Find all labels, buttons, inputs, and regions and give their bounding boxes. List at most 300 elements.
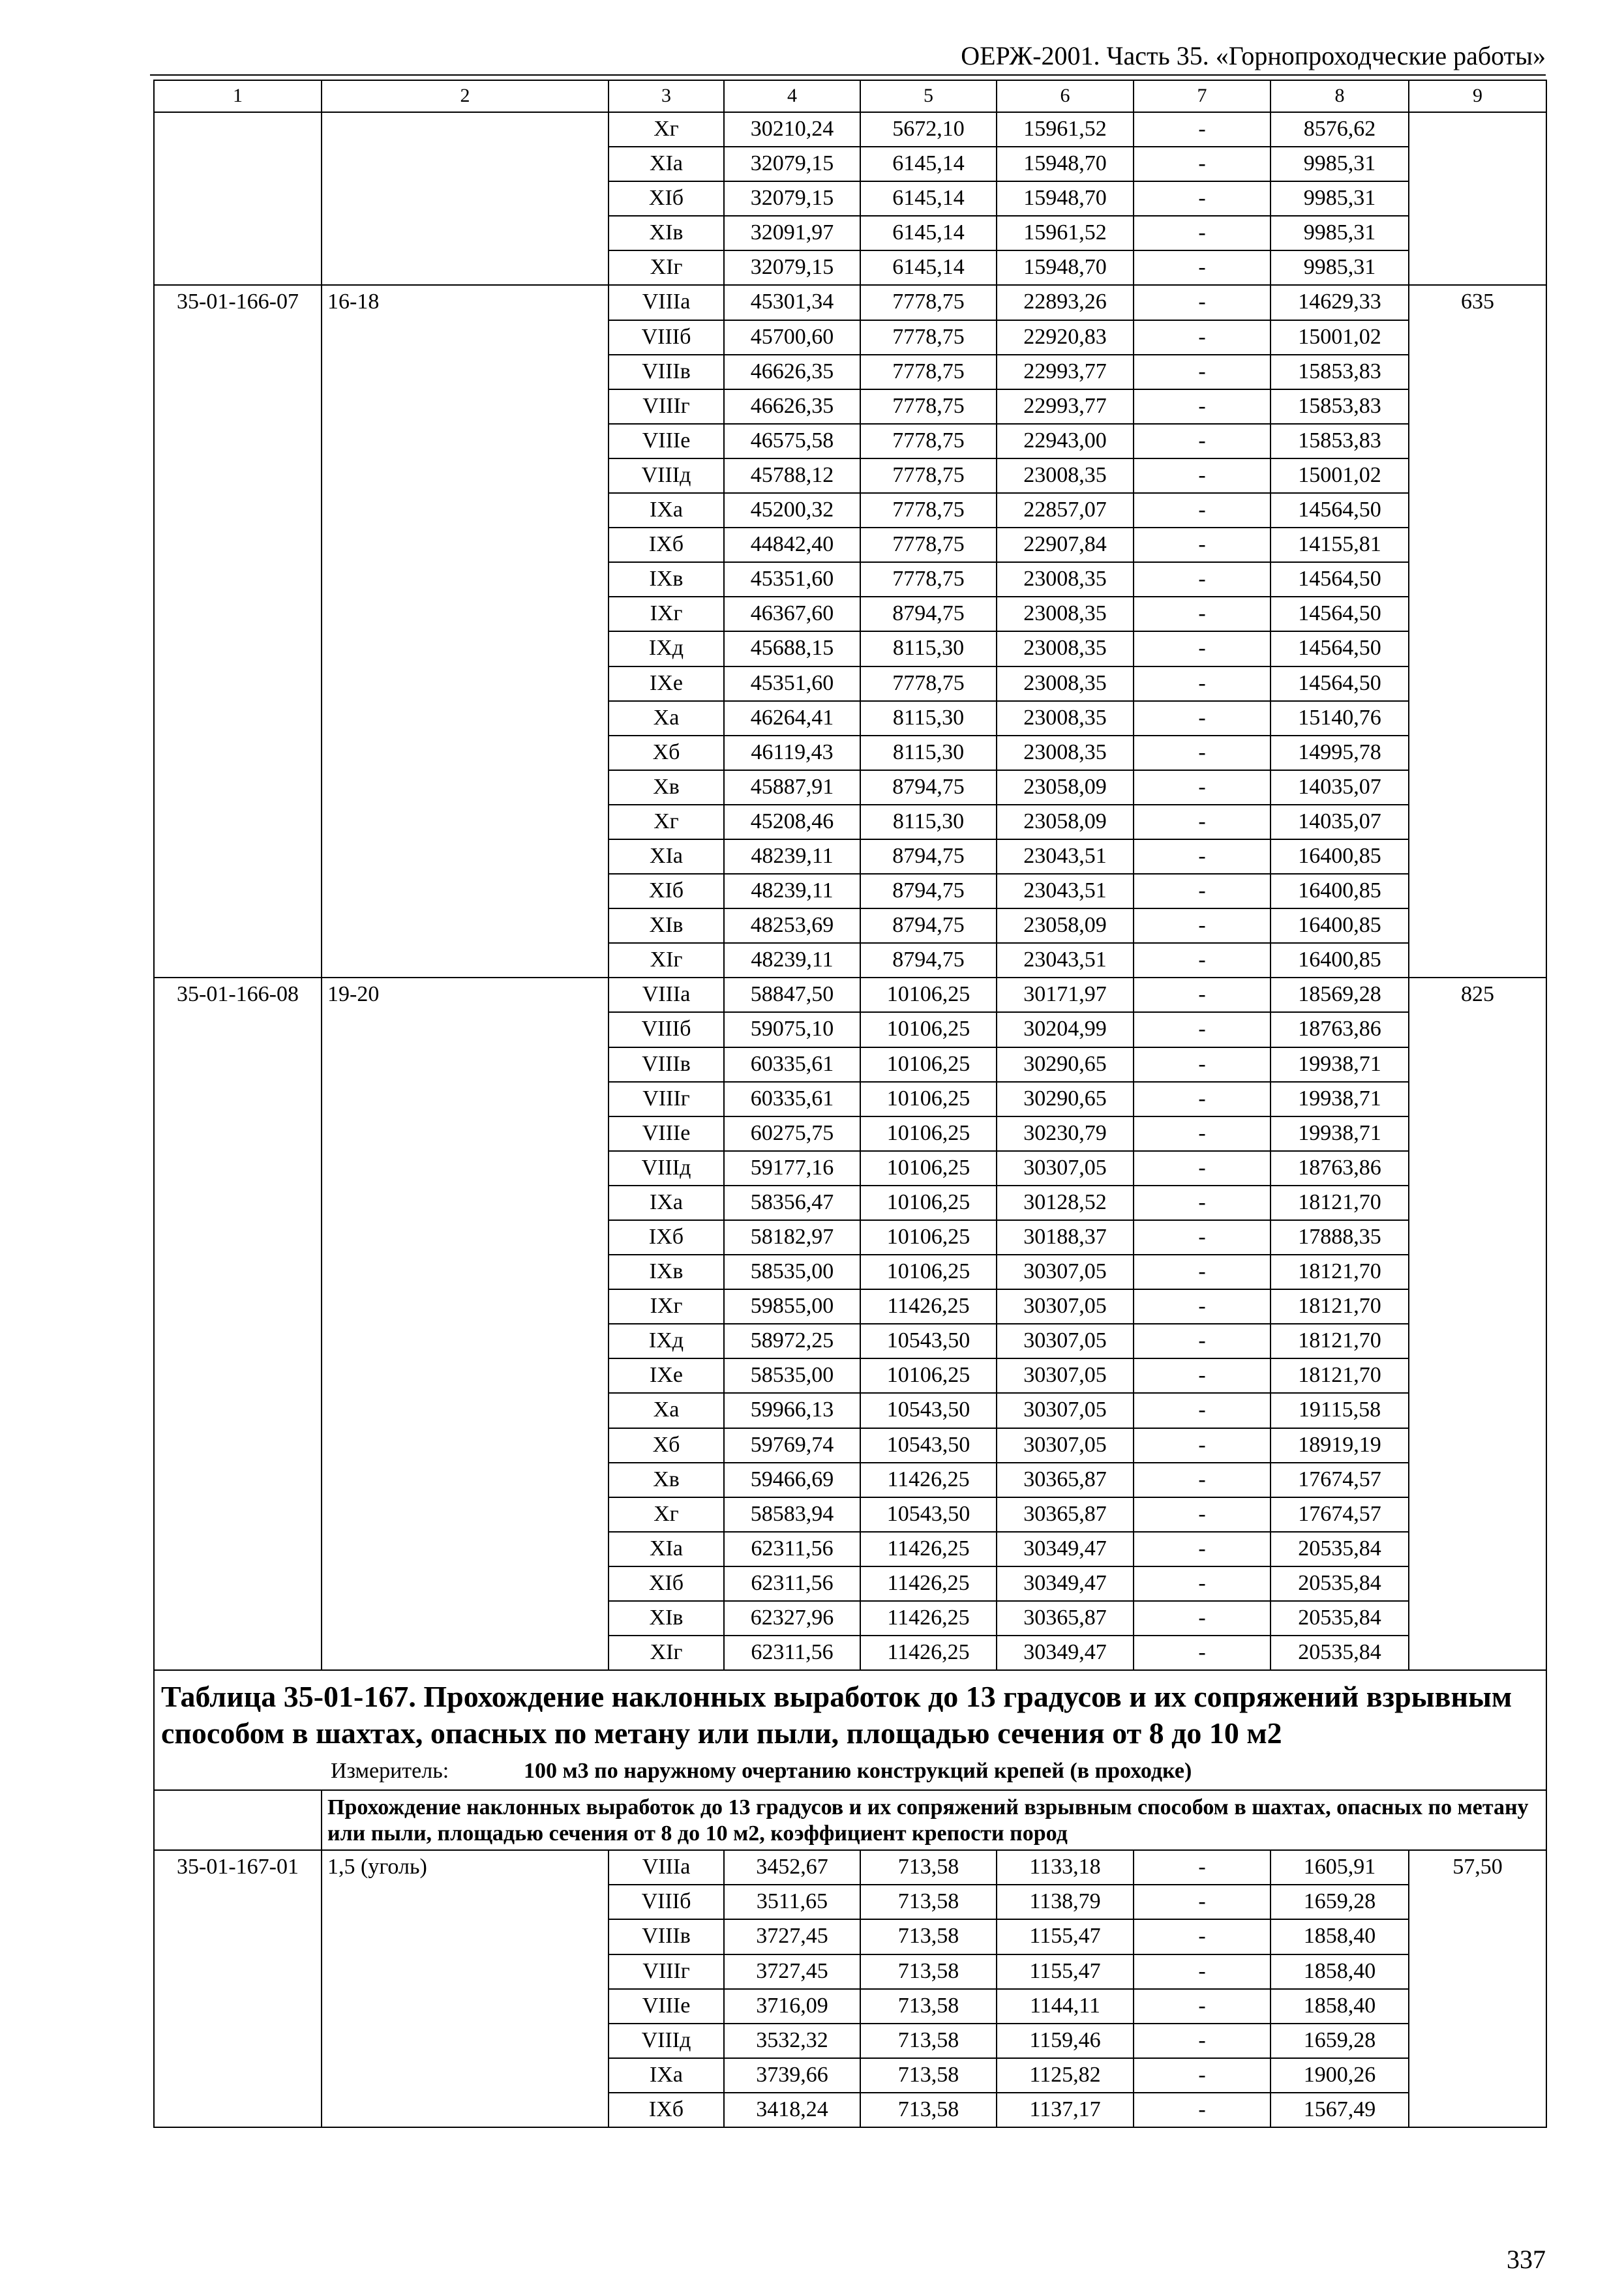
table-row [154, 1850, 1546, 1885]
driver-wages-cell: - [1134, 1850, 1271, 1885]
wages-cell: 7778,75 [860, 424, 997, 458]
wages-cell: 11426,25 [860, 1566, 997, 1601]
materials-cell: 18121,70 [1271, 1289, 1409, 1324]
region-cell: XIa [609, 147, 724, 181]
total-cost-cell: 58847,50 [724, 978, 860, 1012]
driver-wages-cell: - [1134, 2058, 1271, 2093]
machines-cell: 30349,47 [997, 1636, 1134, 1670]
wages-cell: 8794,75 [860, 839, 997, 874]
total-cost-cell: 3452,67 [724, 1850, 860, 1885]
driver-wages-cell: - [1134, 1601, 1271, 1636]
driver-wages-cell: - [1134, 1636, 1271, 1670]
materials-cell: 17674,57 [1271, 1497, 1409, 1532]
wages-cell: 11426,25 [860, 1463, 997, 1497]
total-cost-cell: 58972,25 [724, 1324, 860, 1358]
total-cost-cell: 59177,16 [724, 1151, 860, 1186]
materials-cell: 14035,07 [1271, 805, 1409, 839]
machines-cell: 1144,11 [997, 1989, 1134, 2024]
driver-wages-cell: - [1134, 320, 1271, 355]
page-number: 337 [1507, 2245, 1546, 2274]
driver-wages-cell: - [1134, 943, 1271, 978]
column-number: 6 [997, 80, 1134, 112]
total-cost-cell: 45351,60 [724, 666, 860, 701]
region-cell: VIIIб [609, 1885, 724, 1919]
region-cell: IXг [609, 597, 724, 631]
machines-cell: 30365,87 [997, 1601, 1134, 1636]
materials-cell: 1900,26 [1271, 2058, 1409, 2093]
driver-wages-cell: - [1134, 389, 1271, 424]
driver-wages-cell: - [1134, 1082, 1271, 1116]
machines-cell: 30349,47 [997, 1532, 1134, 1566]
materials-cell: 9985,31 [1271, 147, 1409, 181]
materials-cell: 20535,84 [1271, 1601, 1409, 1636]
region-cell: VIIIв [609, 1047, 724, 1082]
column-number: 4 [724, 80, 860, 112]
materials-cell: 9985,31 [1271, 181, 1409, 216]
machines-cell: 15948,70 [997, 250, 1134, 285]
table-row [154, 112, 1546, 147]
machines-cell: 30307,05 [997, 1289, 1134, 1324]
total-cost-cell: 59966,13 [724, 1393, 860, 1428]
machines-cell: 1138,79 [997, 1885, 1134, 1919]
driver-wages-cell: - [1134, 147, 1271, 181]
region-cell: XIв [609, 216, 724, 250]
total-cost-cell: 48239,11 [724, 943, 860, 978]
machines-cell: 30307,05 [997, 1324, 1134, 1358]
wages-cell: 7778,75 [860, 320, 997, 355]
materials-cell: 18763,86 [1271, 1151, 1409, 1186]
total-cost-cell: 3739,66 [724, 2058, 860, 2093]
driver-wages-cell: - [1134, 216, 1271, 250]
materials-cell: 17888,35 [1271, 1220, 1409, 1255]
driver-wages-cell: - [1134, 908, 1271, 943]
machines-cell: 1133,18 [997, 1850, 1134, 1885]
materials-cell: 1567,49 [1271, 2093, 1409, 2127]
region-cell: Xв [609, 770, 724, 805]
driver-wages-cell: - [1134, 458, 1271, 493]
measure-label: Измеритель: [331, 1759, 449, 1784]
region-cell: XIa [609, 839, 724, 874]
total-cost-cell: 58182,97 [724, 1220, 860, 1255]
wages-cell: 7778,75 [860, 458, 997, 493]
region-cell: VIIIд [609, 2024, 724, 2058]
driver-wages-cell: - [1134, 1532, 1271, 1566]
machines-cell: 22943,00 [997, 424, 1134, 458]
labor-cost-cell: 635 [1409, 285, 1546, 978]
total-cost-cell: 59466,69 [724, 1463, 860, 1497]
wages-cell: 8794,75 [860, 874, 997, 908]
total-cost-cell: 3418,24 [724, 2093, 860, 2127]
driver-wages-cell: - [1134, 874, 1271, 908]
machines-cell: 1159,46 [997, 2024, 1134, 2058]
region-cell: IXв [609, 1255, 724, 1289]
total-cost-cell: 46119,43 [724, 736, 860, 770]
driver-wages-cell: - [1134, 1220, 1271, 1255]
rate-code-cell [154, 112, 322, 285]
machines-cell: 23008,35 [997, 562, 1134, 597]
driver-wages-cell: - [1134, 701, 1271, 736]
wages-cell: 10106,25 [860, 1116, 997, 1151]
total-cost-cell: 46626,35 [724, 389, 860, 424]
total-cost-cell: 46264,41 [724, 701, 860, 736]
total-cost-cell: 45301,34 [724, 285, 860, 320]
total-cost-cell: 58356,47 [724, 1186, 860, 1220]
region-cell: Xг [609, 112, 724, 147]
column-number: 3 [609, 80, 724, 112]
total-cost-cell: 59075,10 [724, 1012, 860, 1047]
measure-cell [154, 1757, 1546, 1790]
machines-cell: 23008,35 [997, 701, 1134, 736]
running-header: ОЕРЖ-2001. Часть 35. «Горнопроходческие работы» [961, 41, 1546, 70]
materials-cell: 18763,86 [1271, 1012, 1409, 1047]
region-cell: Xб [609, 736, 724, 770]
subtitle-row [154, 1790, 1546, 1850]
driver-wages-cell: - [1134, 2093, 1271, 2127]
driver-wages-cell: - [1134, 1428, 1271, 1463]
wages-cell: 713,58 [860, 1989, 997, 2024]
driver-wages-cell: - [1134, 1393, 1271, 1428]
driver-wages-cell: - [1134, 112, 1271, 147]
materials-cell: 14155,81 [1271, 528, 1409, 562]
region-cell: VIIIa [609, 285, 724, 320]
region-cell: VIIIe [609, 1989, 724, 2024]
driver-wages-cell: - [1134, 666, 1271, 701]
total-cost-cell: 58535,00 [724, 1358, 860, 1393]
machines-cell: 1155,47 [997, 1954, 1134, 1989]
materials-cell: 18121,70 [1271, 1358, 1409, 1393]
parameter-cell: 16-18 [322, 285, 609, 978]
region-cell: IXa [609, 493, 724, 528]
region-cell: VIIIв [609, 1919, 724, 1954]
driver-wages-cell: - [1134, 770, 1271, 805]
wages-cell: 8115,30 [860, 805, 997, 839]
driver-wages-cell: - [1134, 1151, 1271, 1186]
materials-cell: 14035,07 [1271, 770, 1409, 805]
machines-cell: 30230,79 [997, 1116, 1134, 1151]
materials-cell: 9985,31 [1271, 216, 1409, 250]
driver-wages-cell: - [1134, 1116, 1271, 1151]
machines-cell: 23043,51 [997, 943, 1134, 978]
machines-cell: 22857,07 [997, 493, 1134, 528]
wages-cell: 713,58 [860, 2093, 997, 2127]
materials-cell: 18569,28 [1271, 978, 1409, 1012]
region-cell: XIa [609, 1532, 724, 1566]
table-row [154, 285, 1546, 320]
wages-cell: 11426,25 [860, 1636, 997, 1670]
driver-wages-cell: - [1134, 1047, 1271, 1082]
machines-cell: 22907,84 [997, 528, 1134, 562]
wages-cell: 11426,25 [860, 1532, 997, 1566]
total-cost-cell: 32079,15 [724, 250, 860, 285]
materials-cell: 14564,50 [1271, 666, 1409, 701]
driver-wages-cell: - [1134, 528, 1271, 562]
wages-cell: 6145,14 [860, 181, 997, 216]
header-rule [150, 74, 1546, 76]
region-cell: IXд [609, 631, 724, 666]
total-cost-cell: 62311,56 [724, 1566, 860, 1601]
region-cell: IXa [609, 1186, 724, 1220]
machines-cell: 22893,26 [997, 285, 1134, 320]
materials-cell: 16400,85 [1271, 839, 1409, 874]
machines-cell: 22993,77 [997, 389, 1134, 424]
materials-cell: 15853,83 [1271, 424, 1409, 458]
machines-cell: 30307,05 [997, 1358, 1134, 1393]
region-cell: VIIIб [609, 320, 724, 355]
total-cost-cell: 45887,91 [724, 770, 860, 805]
materials-cell: 1858,40 [1271, 1989, 1409, 2024]
rate-code-cell: 35-01-167-01 [154, 1850, 322, 2127]
driver-wages-cell: - [1134, 839, 1271, 874]
machines-cell: 30349,47 [997, 1566, 1134, 1601]
total-cost-cell: 45688,15 [724, 631, 860, 666]
region-cell: XIб [609, 874, 724, 908]
machines-cell: 30307,05 [997, 1255, 1134, 1289]
driver-wages-cell: - [1134, 1463, 1271, 1497]
labor-cost-cell: 825 [1409, 978, 1546, 1670]
wages-cell: 5672,10 [860, 112, 997, 147]
column-number-row [154, 80, 1546, 112]
driver-wages-cell: - [1134, 1358, 1271, 1393]
wages-cell: 8115,30 [860, 701, 997, 736]
machines-cell: 30171,97 [997, 978, 1134, 1012]
region-cell: Xв [609, 1463, 724, 1497]
driver-wages-cell: - [1134, 1885, 1271, 1919]
driver-wages-cell: - [1134, 597, 1271, 631]
materials-cell: 15853,83 [1271, 355, 1409, 389]
materials-cell: 16400,85 [1271, 943, 1409, 978]
total-cost-cell: 3727,45 [724, 1954, 860, 1989]
materials-cell: 16400,85 [1271, 874, 1409, 908]
total-cost-cell: 60335,61 [724, 1082, 860, 1116]
total-cost-cell: 46626,35 [724, 355, 860, 389]
materials-cell: 20535,84 [1271, 1566, 1409, 1601]
labor-cost-cell: 57,50 [1409, 1850, 1546, 2127]
materials-cell: 1659,28 [1271, 1885, 1409, 1919]
wages-cell: 7778,75 [860, 562, 997, 597]
machines-cell: 22993,77 [997, 355, 1134, 389]
wages-cell: 10543,50 [860, 1428, 997, 1463]
total-cost-cell: 60335,61 [724, 1047, 860, 1082]
driver-wages-cell: - [1134, 805, 1271, 839]
wages-cell: 8115,30 [860, 736, 997, 770]
region-cell: Xa [609, 1393, 724, 1428]
materials-cell: 20535,84 [1271, 1532, 1409, 1566]
wages-cell: 8794,75 [860, 770, 997, 805]
machines-cell: 15948,70 [997, 181, 1134, 216]
driver-wages-cell: - [1134, 1497, 1271, 1532]
driver-wages-cell: - [1134, 1919, 1271, 1954]
wages-cell: 10543,50 [860, 1497, 997, 1532]
rate-code-cell: 35-01-166-08 [154, 978, 322, 1670]
driver-wages-cell: - [1134, 1954, 1271, 1989]
total-cost-cell: 3727,45 [724, 1919, 860, 1954]
machines-cell: 30128,52 [997, 1186, 1134, 1220]
driver-wages-cell: - [1134, 1566, 1271, 1601]
wages-cell: 6145,14 [860, 147, 997, 181]
total-cost-cell: 59855,00 [724, 1289, 860, 1324]
region-cell: XIб [609, 1566, 724, 1601]
driver-wages-cell: - [1134, 424, 1271, 458]
column-number: 8 [1271, 80, 1409, 112]
region-cell: XIг [609, 1636, 724, 1670]
parameter-cell: 19-20 [322, 978, 609, 1670]
machines-cell: 30307,05 [997, 1151, 1134, 1186]
wages-cell: 11426,25 [860, 1289, 997, 1324]
region-cell: IXб [609, 1220, 724, 1255]
wages-cell: 10106,25 [860, 1082, 997, 1116]
materials-cell: 9985,31 [1271, 250, 1409, 285]
driver-wages-cell: - [1134, 736, 1271, 770]
wages-cell: 713,58 [860, 1885, 997, 1919]
total-cost-cell: 3511,65 [724, 1885, 860, 1919]
materials-cell: 14564,50 [1271, 493, 1409, 528]
labor-cost-cell [1409, 112, 1546, 285]
wages-cell: 6145,14 [860, 216, 997, 250]
machines-cell: 23058,09 [997, 770, 1134, 805]
machines-cell: 23043,51 [997, 839, 1134, 874]
region-cell: Xa [609, 701, 724, 736]
wages-cell: 10106,25 [860, 1358, 997, 1393]
table-title-row [154, 1670, 1546, 1757]
materials-cell: 18919,19 [1271, 1428, 1409, 1463]
total-cost-cell: 45351,60 [724, 562, 860, 597]
materials-cell: 1659,28 [1271, 2024, 1409, 2058]
wages-cell: 7778,75 [860, 666, 997, 701]
region-cell: Xг [609, 805, 724, 839]
materials-cell: 17674,57 [1271, 1463, 1409, 1497]
machines-cell: 23008,35 [997, 666, 1134, 701]
wages-cell: 10106,25 [860, 1186, 997, 1220]
total-cost-cell: 48239,11 [724, 839, 860, 874]
materials-cell: 19938,71 [1271, 1047, 1409, 1082]
driver-wages-cell: - [1134, 285, 1271, 320]
materials-cell: 14995,78 [1271, 736, 1409, 770]
materials-cell: 18121,70 [1271, 1255, 1409, 1289]
region-cell: VIIIг [609, 1082, 724, 1116]
total-cost-cell: 3716,09 [724, 1989, 860, 2024]
driver-wages-cell: - [1134, 250, 1271, 285]
total-cost-cell: 45788,12 [724, 458, 860, 493]
machines-cell: 23008,35 [997, 597, 1134, 631]
parameter-cell [322, 112, 609, 285]
region-cell: VIIIв [609, 355, 724, 389]
parameter-cell: 1,5 (уголь) [322, 1850, 609, 2127]
machines-cell: 30365,87 [997, 1463, 1134, 1497]
wages-cell: 713,58 [860, 1919, 997, 1954]
materials-cell: 16400,85 [1271, 908, 1409, 943]
machines-cell: 23008,35 [997, 458, 1134, 493]
machines-cell: 23058,09 [997, 805, 1134, 839]
region-cell: XIг [609, 250, 724, 285]
wages-cell: 10543,50 [860, 1393, 997, 1428]
region-cell: IXг [609, 1289, 724, 1324]
total-cost-cell: 45200,32 [724, 493, 860, 528]
machines-cell: 30290,65 [997, 1047, 1134, 1082]
total-cost-cell: 46575,58 [724, 424, 860, 458]
machines-cell: 30290,65 [997, 1082, 1134, 1116]
total-cost-cell: 32079,15 [724, 147, 860, 181]
total-cost-cell: 45700,60 [724, 320, 860, 355]
region-cell: IXe [609, 666, 724, 701]
region-cell: IXa [609, 2058, 724, 2093]
column-number: 7 [1134, 80, 1271, 112]
total-cost-cell: 59769,74 [724, 1428, 860, 1463]
region-cell: VIIIa [609, 1850, 724, 1885]
wages-cell: 10543,50 [860, 1324, 997, 1358]
rate-code-cell: 35-01-166-07 [154, 285, 322, 978]
total-cost-cell: 32091,97 [724, 216, 860, 250]
machines-cell: 15961,52 [997, 216, 1134, 250]
wages-cell: 7778,75 [860, 493, 997, 528]
total-cost-cell: 62311,56 [724, 1532, 860, 1566]
machines-cell: 22920,83 [997, 320, 1134, 355]
region-cell: XIв [609, 1601, 724, 1636]
table-subtitle: Прохождение наклонных выработок до 13 градусов и их сопряжений взрывным способом в шахтах, опасных по метану или пыли, площадью сечения от 8 до 10 м2, коэффициент крепости пород [322, 1790, 1546, 1850]
materials-cell: 15853,83 [1271, 389, 1409, 424]
materials-cell: 1605,91 [1271, 1850, 1409, 1885]
region-cell: VIIIa [609, 978, 724, 1012]
region-cell: IXд [609, 1324, 724, 1358]
materials-cell: 15001,02 [1271, 458, 1409, 493]
measure-row [154, 1757, 1546, 1790]
machines-cell: 1125,82 [997, 2058, 1134, 2093]
total-cost-cell: 58583,94 [724, 1497, 860, 1532]
region-cell: IXб [609, 528, 724, 562]
wages-cell: 11426,25 [860, 1601, 997, 1636]
region-cell: Xг [609, 1497, 724, 1532]
wages-cell: 8794,75 [860, 597, 997, 631]
driver-wages-cell: - [1134, 1289, 1271, 1324]
materials-cell: 14564,50 [1271, 631, 1409, 666]
wages-cell: 10106,25 [860, 1012, 997, 1047]
region-cell: IXб [609, 2093, 724, 2127]
driver-wages-cell: - [1134, 631, 1271, 666]
region-cell: XIг [609, 943, 724, 978]
wages-cell: 10106,25 [860, 1151, 997, 1186]
machines-cell: 30307,05 [997, 1393, 1134, 1428]
wages-cell: 6145,14 [860, 250, 997, 285]
region-cell: VIIIд [609, 1151, 724, 1186]
column-number: 9 [1409, 80, 1546, 112]
region-cell: VIIIб [609, 1012, 724, 1047]
machines-cell: 23058,09 [997, 908, 1134, 943]
subtitle-empty-cell [154, 1790, 322, 1850]
machines-cell: 1137,17 [997, 2093, 1134, 2127]
total-cost-cell: 60275,75 [724, 1116, 860, 1151]
driver-wages-cell: - [1134, 181, 1271, 216]
materials-cell: 14564,50 [1271, 562, 1409, 597]
driver-wages-cell: - [1134, 562, 1271, 597]
region-cell: XIб [609, 181, 724, 216]
machines-cell: 23008,35 [997, 631, 1134, 666]
wages-cell: 713,58 [860, 1954, 997, 1989]
driver-wages-cell: - [1134, 1186, 1271, 1220]
wages-cell: 10106,25 [860, 1047, 997, 1082]
machines-cell: 15961,52 [997, 112, 1134, 147]
materials-cell: 1858,40 [1271, 1919, 1409, 1954]
table-row [154, 978, 1546, 1012]
driver-wages-cell: - [1134, 1989, 1271, 2024]
total-cost-cell: 62311,56 [724, 1636, 860, 1670]
materials-cell: 19115,58 [1271, 1393, 1409, 1428]
wages-cell: 10106,25 [860, 1220, 997, 1255]
region-cell: VIIIг [609, 1954, 724, 1989]
materials-cell: 15001,02 [1271, 320, 1409, 355]
measure-value: 100 м3 по наружному очертанию конструкций крепей (в проходке) [524, 1759, 1192, 1784]
materials-cell: 18121,70 [1271, 1324, 1409, 1358]
wages-cell: 8794,75 [860, 943, 997, 978]
materials-cell: 19938,71 [1271, 1116, 1409, 1151]
